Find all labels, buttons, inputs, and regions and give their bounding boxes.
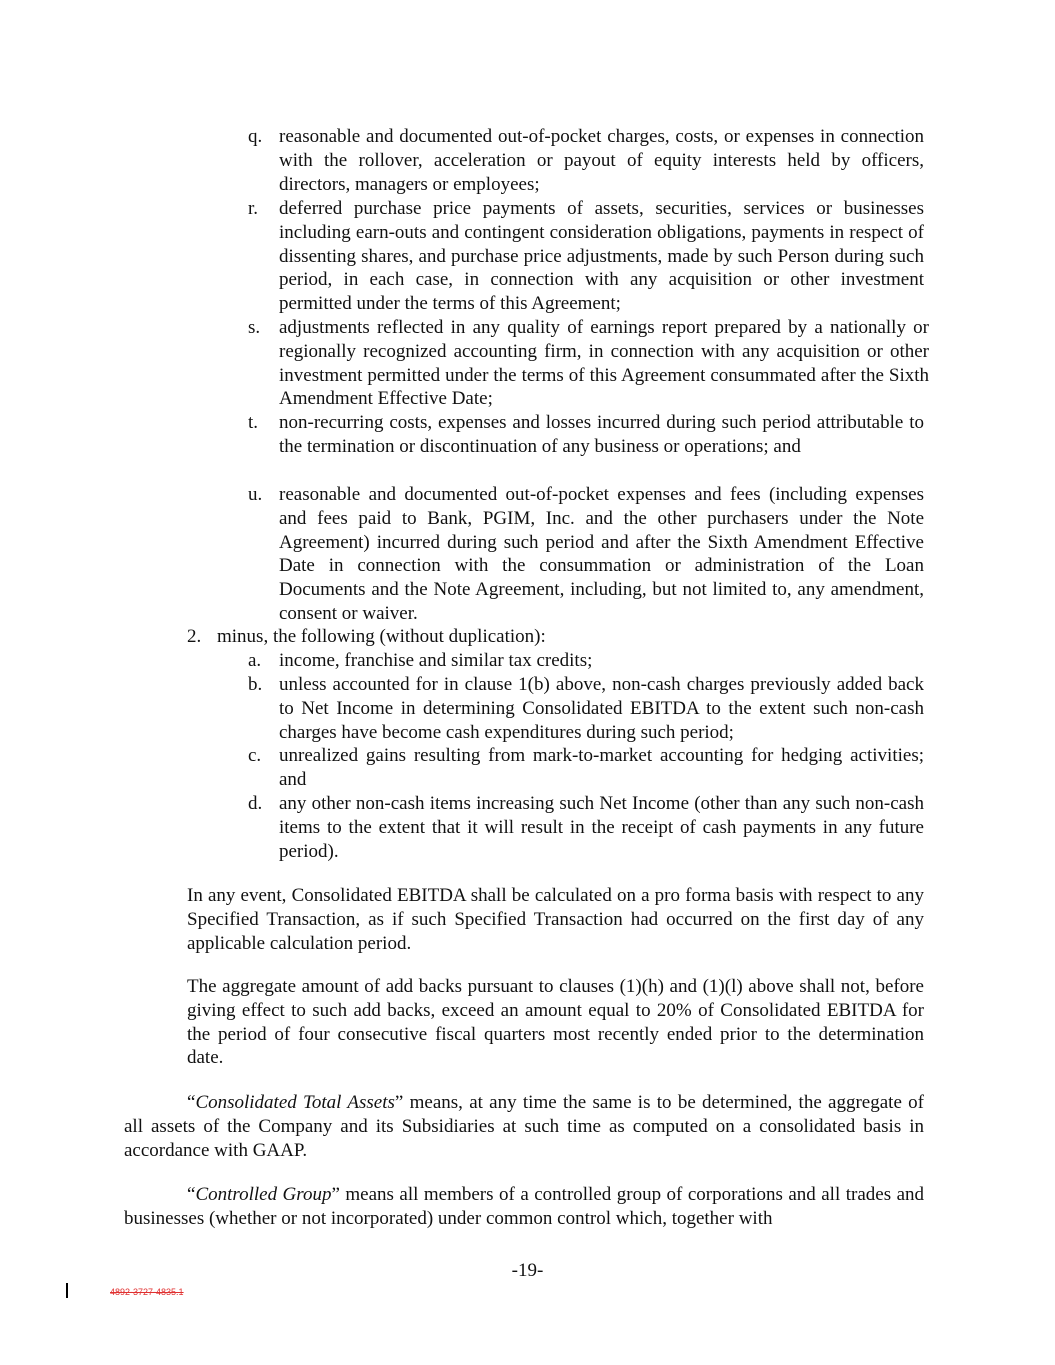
defined-term: Controlled Group (195, 1184, 332, 1205)
list-item-q (248, 125, 924, 196)
definition-controlled-group (124, 1183, 924, 1231)
list-label: t. (248, 412, 259, 433)
document-id: 4892-3727-4835.1 (110, 1287, 184, 1297)
list-text: adjustments reflected in any quality of earnings report prepared by a nationally or regionally recognized accounting firm, in connection with any acquisition or other investment permitted under the terms of this Agreement consummated after the Sixth Amendment Effective Date; (279, 317, 929, 410)
list-item-2 (187, 625, 924, 649)
list-label: 2. (187, 626, 202, 647)
list-label: u. (248, 484, 263, 505)
list-label: q. (248, 126, 263, 147)
list-label: d. (248, 793, 263, 814)
revision-change-bar (66, 1283, 68, 1298)
list-label: s. (248, 317, 261, 338)
list-text: non-recurring costs, expenses and losses incurred during such period attributable to the termination or discontinuation of any business or operations; and (279, 412, 924, 457)
list-text: deferred purchase price payments of assets, securities, services or businesses including earn-outs and contingent consideration obligations, payments in respect of dissenting shares, and purchase price adjustments, made by such Person during such period, in each case, in connection with any acquisition or other investment permitted under the terms of this Agreement; (279, 198, 924, 315)
list-text: income, franchise and similar tax credits; (279, 650, 593, 671)
definition-consolidated-total-assets (124, 1091, 924, 1162)
definition-text: ” means, at any time the same is to be determined, the aggregate of all assets of the Company and its Subsidiaries at such time as computed on a consolidated basis in accordance with GAAP. (124, 1092, 924, 1161)
list-item-r (248, 197, 924, 316)
open-quote: “ (187, 1184, 196, 1205)
list-label: a. (248, 650, 262, 671)
list-item-a (248, 649, 924, 673)
list-label: b. (248, 674, 263, 695)
list-item-c (248, 744, 924, 792)
list-item-u (248, 483, 924, 626)
list-text: reasonable and documented out-of-pocket charges, costs, or expenses in connection with the rollover, acceleration or payout of equity interests held by officers, directors, managers or employees; (279, 126, 924, 195)
list-item-t (248, 411, 924, 459)
list-item-b (248, 673, 924, 744)
page-number: -19- (511, 1260, 544, 1281)
list-text: any other non-cash items increasing such Net Income (other than any such non-cash items to the extent that it will result in the receipt of cash payments in any future period). (279, 793, 924, 862)
list-text: unrealized gains resulting from mark-to-market accounting for hedging activities; and (279, 745, 924, 790)
list-item-s (248, 316, 929, 411)
list-text: minus, the following (without duplication): (217, 626, 546, 647)
defined-term: Consolidated Total Assets (195, 1092, 395, 1113)
paragraph-pro-forma: In any event, Consolidated EBITDA shall be calculated on a pro forma basis with respect to any Specified Transaction, as if such Specified Transaction had occurred on the first day of any applicable calculation period. (187, 885, 924, 954)
paragraph-add-backs: The aggregate amount of add backs pursuant to clauses (1)(h) and (1)(l) above shall not, before giving effect to such add backs, exceed an amount equal to 20% of Consolidated EBITDA for the period of four consecutive fiscal quarters most recently ended prior to the determination date. (187, 976, 924, 1069)
list-text: reasonable and documented out-of-pocket expenses and fees (including expenses and fees paid to Bank, PGIM, Inc. and the other purchasers under the Note Agreement) incurred during such period and after the Sixth Amendment Effective Date in connection with the consummation or administration of the Loan Documents and the Note Agreement, including, but not limited to, any amendment, consent or waiver. (279, 484, 924, 624)
list-item-d (248, 792, 924, 863)
list-label: c. (248, 745, 262, 766)
list-label: r. (248, 198, 259, 219)
definition-text: ” means all members of a controlled group of corporations and all trades and businesses (whether or not incorporated) under common control which, together with (124, 1184, 924, 1229)
open-quote: “ (187, 1092, 196, 1113)
list-text: unless accounted for in clause 1(b) above, non-cash charges previously added back to Net Income in determining Consolidated EBITDA to the extent such non-cash charges have become cash expenditures during such period; (279, 674, 924, 743)
